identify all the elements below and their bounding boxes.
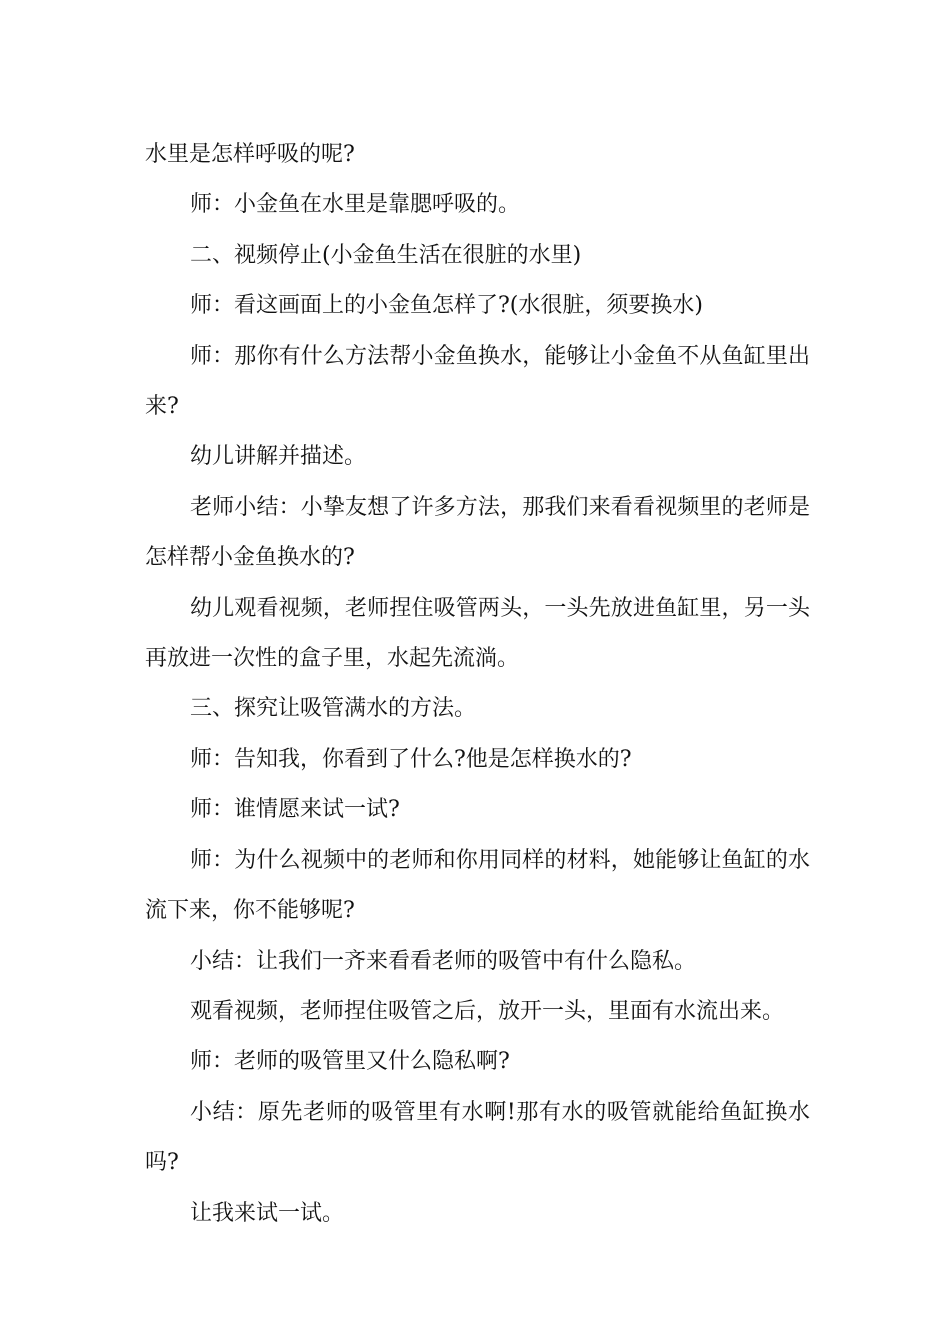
- paragraph: 二、视频停止(小金鱼生活在很脏的水里): [190, 242, 582, 268]
- paragraph: 幼儿讲解并描述。: [190, 444, 367, 470]
- section-heading: 三、探究让吸管满水的方法。: [190, 696, 477, 722]
- paragraph: 小结：原先老师的吸管里有水啊!那有水的吸管就能给鱼缸换水吗?: [145, 1099, 810, 1176]
- paragraph: 幼儿观看视频，老师捏住吸管两头，一头先放进鱼缸里，另一头再放进一次性的盒子里，水起先流淌。: [145, 595, 810, 672]
- paragraph: 师：谁情愿来试一试?: [190, 797, 400, 823]
- paragraph: 水里是怎样呼吸的呢?: [145, 142, 355, 167]
- document-body: [145, 130, 810, 1239]
- paragraph: 老师小结：小挚友想了许多方法，那我们来看看视频里的老师是怎样帮小金鱼换水的?: [145, 494, 810, 571]
- paragraph: 师：那你有什么方法帮小金鱼换水，能够让小金鱼不从鱼缸里出来?: [145, 343, 810, 420]
- paragraph: 师：老师的吸管里又什么隐私啊?: [190, 1049, 510, 1075]
- paragraph: 师：小金鱼在水里是靠腮呼吸的。: [190, 192, 521, 218]
- paragraph: 师：告知我，你看到了什么?他是怎样换水的?: [190, 746, 632, 772]
- paragraph: 观看视频，老师捏住吸管之后，放开一头，里面有水流出来。: [190, 998, 785, 1024]
- paragraph: 让我来试一试。: [190, 1200, 345, 1226]
- paragraph: 师：看这画面上的小金鱼怎样了?(水很脏，须要换水): [190, 293, 703, 319]
- paragraph: 师：为什么视频中的老师和你用同样的材料，她能够让鱼缸的水流下来，你不能够呢?: [145, 847, 810, 924]
- paragraph: 小结：让我们一齐来看看老师的吸管中有什么隐私。: [190, 948, 697, 974]
